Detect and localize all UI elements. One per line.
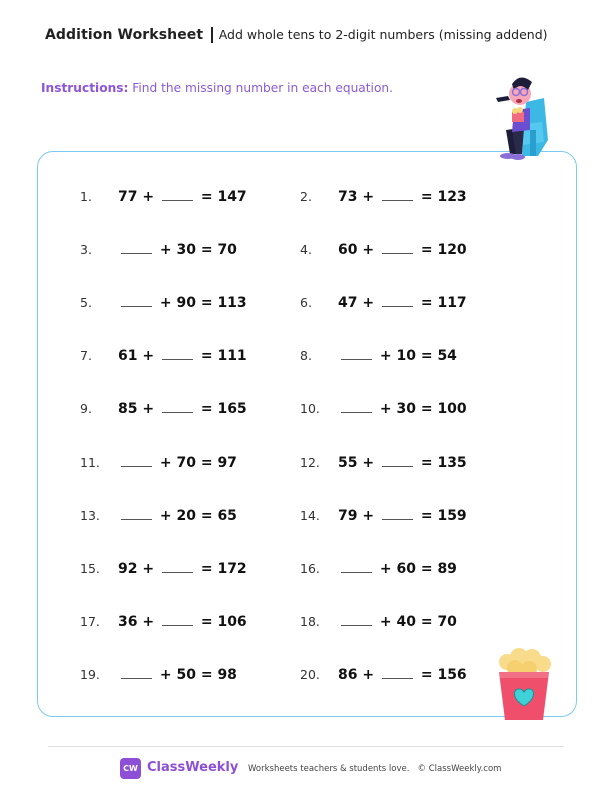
problem-number: 2. [300,189,312,204]
equation-right: + 70 = 97 [159,454,237,471]
answer-blank[interactable] [382,252,413,254]
problem-number: 18. [300,613,320,629]
equation-left: 77 + [118,189,155,205]
equation [338,614,457,630]
equation-right: = 165 [200,401,247,418]
equation-right: = 120 [420,242,467,259]
answer-blank[interactable] [382,518,413,520]
answer-blank[interactable] [121,677,152,679]
equation [338,348,457,364]
problem-item [80,508,237,524]
problem-number: 10. [300,401,320,417]
equation [118,455,237,471]
equation [118,242,237,258]
equation-right: + 90 = 113 [159,295,247,312]
problem-number: 17. [80,613,100,629]
problem-number: 14. [300,507,320,523]
equation-right: + 60 = 89 [379,560,457,577]
answer-blank[interactable] [341,624,372,626]
problem-number: 9. [80,401,92,417]
problem-number: 8. [300,348,312,364]
equation-right: = 156 [420,666,467,683]
problems-frame [37,151,577,717]
problem-item [300,295,467,311]
equation-right: = 106 [200,613,247,630]
problem-number: 19. [80,666,100,682]
equation [118,401,247,417]
equation [338,561,457,577]
classweekly-logo-icon [120,758,141,779]
answer-blank[interactable] [121,518,152,520]
problem-item [300,508,467,524]
equation-right: = 111 [200,348,247,365]
answer-blank[interactable] [121,252,152,254]
answer-blank[interactable] [162,411,193,413]
title-separator [211,27,213,43]
problem-item [80,455,237,471]
equation-left: 60 + [338,242,375,259]
problem-number: 5. [80,295,92,311]
footer-divider [48,746,564,747]
answer-blank[interactable] [121,465,152,467]
problem-item [80,242,237,258]
equation [118,614,247,630]
problem-item [80,295,247,311]
equation-left: 92 + [118,560,155,577]
equation-left: 85 + [118,401,155,418]
problem-number: 3. [80,242,92,258]
logo-text: CW [123,764,138,773]
equation [338,189,467,205]
problem-item [80,667,237,683]
boy-eating-popcorn-illustration [486,70,558,160]
answer-blank[interactable] [341,411,372,413]
equation-right: + 20 = 65 [159,507,237,524]
problem-item [300,401,467,417]
answer-blank[interactable] [162,199,193,201]
problem-number: 12. [300,454,320,470]
answer-blank[interactable] [162,358,193,360]
problem-number: 16. [300,560,320,576]
problem-number: 4. [300,242,312,258]
equation-right: = 117 [420,295,467,312]
equation-right: = 135 [420,454,467,471]
answer-blank[interactable] [382,465,413,467]
footer-tagline: Worksheets teachers & students love. © ClassWeekly.com [248,764,502,774]
equation-right: + 50 = 98 [159,666,237,683]
instructions-label: Instructions: [41,81,129,95]
equation-right: + 10 = 54 [379,348,457,365]
problem-number: 11. [80,454,100,470]
answer-blank[interactable] [162,571,193,573]
equation-left: 36 + [118,613,155,630]
equation-right: + 30 = 100 [379,401,467,418]
answer-blank[interactable] [162,624,193,626]
problem-number: 7. [80,348,92,364]
equation-left: 61 + [118,348,155,365]
equation [338,242,467,258]
equation-right: + 30 = 70 [159,242,237,259]
problem-number: 13. [80,507,100,523]
equation-left: 55 + [338,454,375,471]
problem-number: 1. [80,189,92,204]
problem-number: 6. [300,295,312,311]
equation-right: = 159 [420,507,467,524]
problem-number: 20. [300,666,320,682]
equation [118,295,247,311]
problem-item [300,455,467,471]
equation [118,348,247,364]
problem-item [300,242,467,258]
equation-left: 86 + [338,666,375,683]
equation-right: = 172 [200,560,247,577]
problem-number: 15. [80,560,100,576]
problem-item [80,561,247,577]
answer-blank[interactable] [382,199,413,201]
worksheet-title: Addition Worksheet [45,27,204,43]
worksheet-subtitle: Add whole tens to 2-digit numbers (missing addend) [218,27,548,42]
equation [338,667,467,683]
problem-item [300,189,467,205]
equation-left: 79 + [338,507,375,524]
equation-right: = 123 [420,189,467,205]
answer-blank[interactable] [121,305,152,307]
answer-blank[interactable] [341,571,372,573]
equation-left: 73 + [338,189,375,205]
equation-left: 47 + [338,295,375,312]
problem-item [80,401,247,417]
problem-item [80,189,247,205]
instructions [41,81,393,95]
equation [338,455,467,471]
answer-blank[interactable] [382,677,413,679]
problem-item [300,667,467,683]
equation [118,667,237,683]
problem-item [300,561,457,577]
answer-blank[interactable] [341,358,372,360]
equation [118,561,247,577]
equation [118,189,247,205]
equation [338,401,467,417]
problem-item [80,348,247,364]
popcorn-bucket-illustration [495,648,553,722]
equation-right: = 147 [200,189,247,205]
equation [338,508,467,524]
equation [118,508,237,524]
equation-right: + 40 = 70 [379,613,457,630]
problem-item [300,614,457,630]
problem-item [80,614,247,630]
equation [338,295,467,311]
worksheet-header [45,27,548,43]
answer-blank[interactable] [382,305,413,307]
problem-item [300,348,457,364]
brand-name: ClassWeekly [147,760,239,775]
instructions-text: Find the missing number in each equation. [132,81,393,95]
